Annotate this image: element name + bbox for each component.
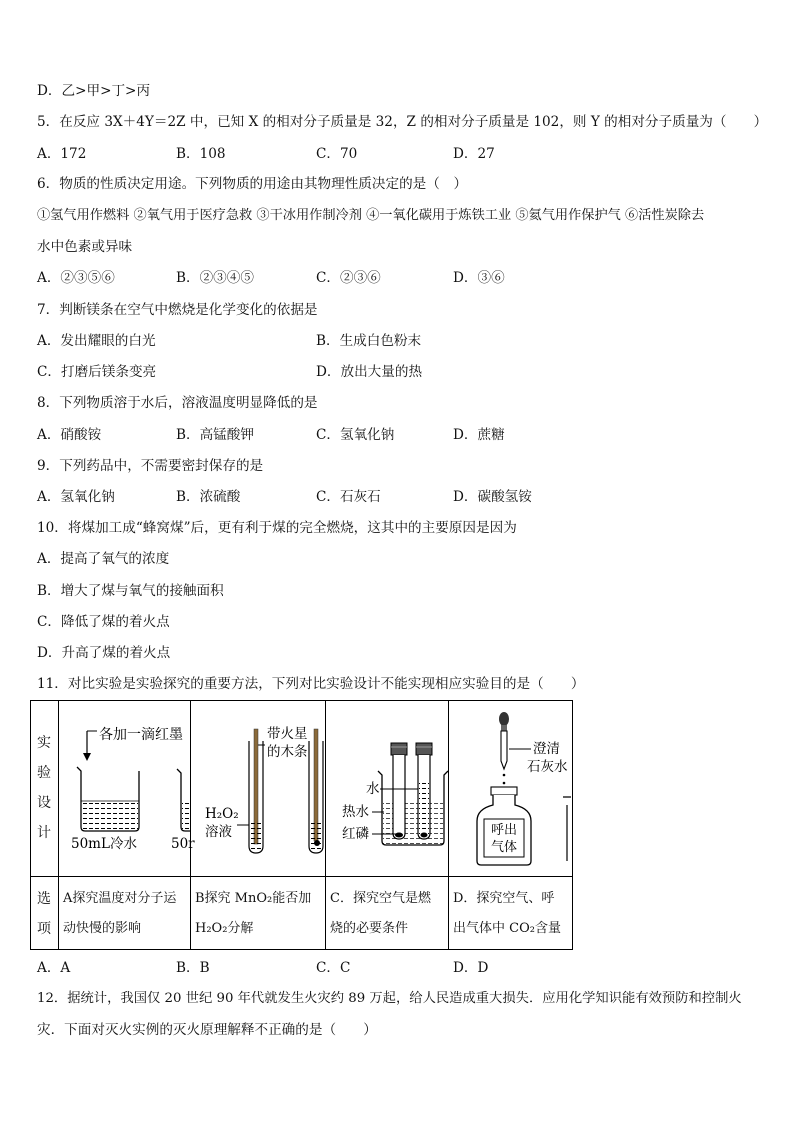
q11-option-b[interactable]: B．B: [176, 960, 210, 976]
fig-b-h2o2-label: H₂O₂: [205, 806, 239, 822]
red-phosphorus-1: [395, 833, 403, 838]
q7-option-d[interactable]: D．放出大量的热: [316, 364, 423, 380]
q6-option-b[interactable]: B．②③④⑤: [176, 270, 254, 286]
fig-a-label-ink: 各加一滴红墨: [99, 727, 183, 743]
mno2-powder: [314, 840, 320, 846]
experiment-table: [30, 700, 573, 950]
fig-c-phosphorus-label: 红磷: [342, 826, 369, 842]
stopper-2: [416, 743, 432, 755]
q6-items-line2: 水中色素或异味: [37, 239, 133, 255]
q5-option-b[interactable]: B．108: [176, 146, 226, 162]
option-c-text-1: C．探究空气是燃: [330, 891, 431, 906]
dropper-tube: [501, 731, 507, 769]
fig-c-water-label: 水: [366, 781, 380, 797]
row2-label-char-2: 项: [37, 921, 51, 937]
q9-option-b[interactable]: B．浓硫酸: [176, 489, 241, 505]
table-border-left: [30, 700, 31, 950]
row-label-char-1: 实: [37, 735, 51, 751]
option-c-text-2: 烧的必要条件: [330, 921, 409, 936]
q8-option-d[interactable]: D．蔗糖: [453, 427, 505, 443]
option-a-text-2: 动快慢的影响: [63, 921, 142, 936]
question-12-line2: 灾．下面对灭火实例的灭火原理解释不正确的是（ ）: [37, 1022, 377, 1038]
table-border-right: [572, 700, 573, 950]
question-8: 8．下列物质溶于水后，溶液温度明显降低的是: [37, 395, 318, 411]
option-d-text-2: 出气体中 CO₂含量: [453, 921, 561, 936]
q11-option-c[interactable]: C．C: [316, 960, 351, 976]
q6-option-c[interactable]: C．②③⑥: [316, 270, 381, 286]
q11-option-d[interactable]: D．D: [453, 960, 489, 976]
q10-option-a[interactable]: A．提高了氧气的浓度: [37, 551, 170, 567]
question-11: 11．对比实验是实验探究的重要方法，下列对比实验设计不能实现相应实验目的是（ ）: [37, 676, 585, 692]
q10-option-d[interactable]: D．升高了煤的着火点: [37, 645, 171, 661]
figure-b-test-tubes: [191, 701, 325, 876]
option-b-text-2: H₂O₂分解: [195, 921, 254, 936]
q6-items-line1: ①氢气用作燃料 ②氧气用于医疗急救 ③干冰用作制冷剂 ④一氧化碳用于炼铁工业 ⑤氦气用作保护气 ⑥活性炭除去: [37, 208, 705, 223]
q11-option-a[interactable]: A．A: [37, 960, 71, 976]
question-10: 10．将煤加工成“蜂窝煤”后，更有利于煤的完全燃烧，这其中的主要原因是因为: [37, 520, 517, 536]
q8-option-b[interactable]: B．高锰酸钾: [176, 427, 254, 443]
option-a-text-1: A探究温度对分子运: [63, 891, 177, 906]
second-bottle-partial: [563, 797, 571, 861]
q9-option-c[interactable]: C．石灰石: [316, 489, 381, 505]
q8-option-a[interactable]: A．硝酸铵: [37, 427, 102, 443]
q9-option-d[interactable]: D．碳酸氢铵: [453, 489, 532, 505]
fig-b-label-1: 带火星: [267, 726, 308, 742]
row2-label-char-1: 选: [37, 891, 51, 907]
fig-d-label-2: 石灰水: [527, 759, 568, 775]
tube-c-1: [393, 755, 405, 839]
table-border-bottom: [30, 949, 573, 950]
bottle-mouth: [491, 787, 517, 795]
dropper-collar: [501, 725, 507, 731]
row-label-char-3: 设: [37, 795, 51, 811]
h2o2-liquid-1: [250, 819, 262, 849]
figure-d-gas-bottle: [449, 701, 572, 876]
question-7: 7．判断镁条在空气中燃烧是化学变化的依据是: [37, 302, 318, 318]
row-label-char-4: 计: [37, 825, 51, 841]
q6-option-d[interactable]: D．③⑥: [453, 270, 505, 286]
row-label-char-2: 验: [37, 765, 51, 781]
q8-option-c[interactable]: C．氢氧化钠: [316, 427, 395, 443]
question-12-line1: 12．据统计，我国仅 20 世纪 90 年代就发生火灾约 89 万起，给人民造成重大损失．应用化学知识能有效预防和控制火: [37, 991, 742, 1006]
question-6: 6．物质的性质决定用途。下列物质的用途由其物理性质决定的是（ ）: [37, 176, 468, 192]
fig-a-hot-label: 50r: [171, 836, 195, 852]
q7-option-b[interactable]: B．生成白色粉末: [316, 333, 422, 349]
q5-option-c[interactable]: C．70: [316, 146, 358, 162]
q5-option-d[interactable]: D．27: [453, 146, 495, 162]
fig-b-label-2: 的木条: [267, 744, 308, 760]
q7-option-a[interactable]: A．发出耀眼的白光: [37, 333, 156, 349]
fig-b-solution-label: 溶液: [205, 824, 232, 840]
q7-option-c[interactable]: C．打磨后镁条变亮: [37, 364, 157, 380]
fig-c-hot-water-label: 热水: [342, 804, 369, 820]
fig-d-label-4: 气体: [491, 840, 518, 855]
hot-water-liquid: [182, 801, 190, 830]
q6-option-a[interactable]: A．②③⑤⑥: [37, 270, 115, 286]
fig-d-label-1: 澄清: [533, 741, 560, 757]
cold-water-liquid: [82, 801, 138, 830]
question-5: 5．在反应 3X＋4Y＝2Z 中，已知 X 的相对分子质量是 32，Z 的相对分子质量是 102，则 Y 的相对分子质量为（ ）: [37, 114, 768, 130]
figure-c-phosphorus: [326, 701, 448, 876]
q10-option-c[interactable]: C．降低了煤的着火点: [37, 614, 170, 630]
q10-option-b[interactable]: B．增大了煤与氧气的接触面积: [37, 583, 224, 599]
q5-option-a[interactable]: A．172: [37, 146, 87, 162]
water-in-tube: [419, 781, 429, 836]
figure-a-beakers: [59, 701, 195, 876]
hot-water-liquid-c: [383, 801, 443, 844]
stopper-1: [391, 743, 407, 755]
option-b-text-1: B探究 MnO₂能否加: [195, 891, 312, 906]
fig-a-arrowhead: [83, 753, 91, 761]
q9-option-a[interactable]: A．氢氧化钠: [37, 489, 115, 505]
q4-option-d: D．乙>甲>丁>丙: [37, 83, 151, 99]
fig-d-label-3: 呼出: [491, 823, 518, 838]
red-phosphorus-2: [421, 833, 428, 838]
fig-a-cold-label: 50mL冷水: [71, 836, 137, 852]
table-row-divider: [30, 876, 573, 877]
dropper-bulb: [499, 712, 509, 726]
question-9: 9．下列药品中，不需要密封保存的是: [37, 458, 264, 474]
option-d-text-1: D．探究空气、呼: [453, 891, 555, 906]
